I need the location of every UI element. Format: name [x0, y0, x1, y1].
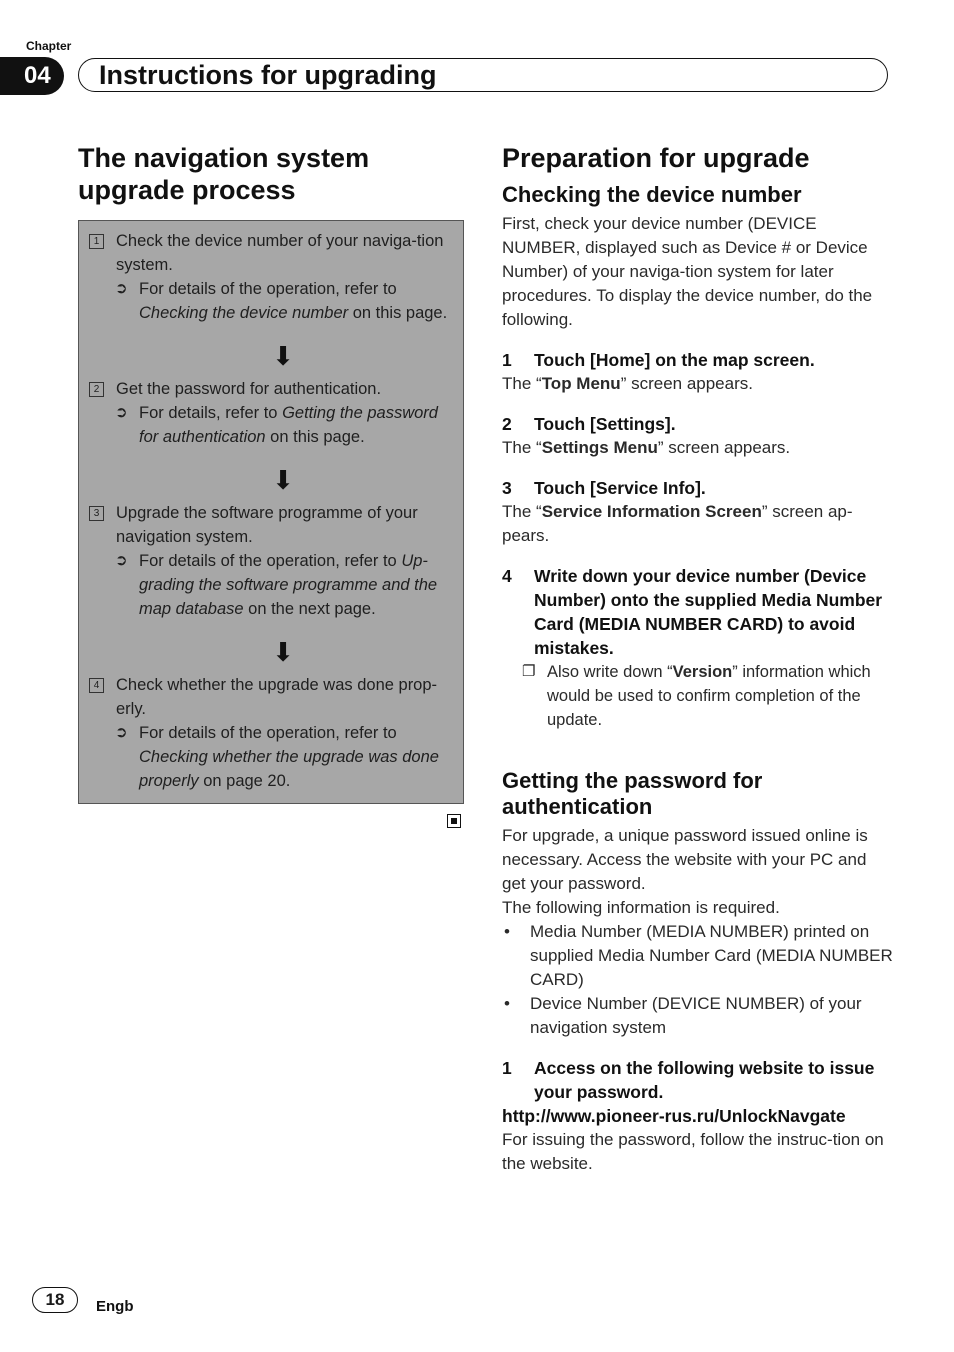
step-text: Check whether the upgrade was done prop-erly.: [116, 676, 438, 718]
step-title: Write down your device number (Device Number) onto the supplied Media Number Card (MEDIA NUMBER CARD) to avoid mistakes.: [534, 566, 883, 658]
bullet-item: [502, 920, 894, 992]
note-prefix: Also write down “: [547, 663, 673, 681]
process-step-1: [87, 229, 455, 277]
preparation-title: Preparation for upgrade: [502, 143, 810, 173]
device-step-3: [502, 476, 894, 548]
step-number: 1: [502, 1058, 512, 1078]
step-title: Access on the following website to issue your password.: [534, 1058, 875, 1102]
device-step-1: [502, 348, 894, 396]
chapter-title-box: [78, 58, 888, 92]
section-end-icon: [447, 814, 461, 828]
unlock-url: http://www.pioneer-rus.ru/UnlockNavgate: [502, 1106, 846, 1126]
step-text: Upgrade the software programme of your navigation system.: [116, 504, 418, 546]
bullet-item: [502, 992, 894, 1040]
step-number: 2: [502, 414, 512, 434]
step-reference: [115, 549, 455, 621]
password-heading: Getting the password for authentication: [502, 768, 763, 819]
step-title: Touch [Settings].: [534, 414, 676, 434]
reference-arrow-icon: ➲: [115, 404, 128, 421]
page-number: 18: [32, 1287, 78, 1313]
checking-device-heading: Checking the device number: [502, 182, 802, 207]
reference-arrow-icon: ➲: [115, 280, 128, 297]
process-step-4: [87, 673, 455, 721]
reference-prefix: For details, refer to: [139, 404, 283, 422]
page-language: Engb: [96, 1298, 134, 1315]
version-note: [522, 660, 894, 732]
step-desc-suffix: ” screen ap-pears.: [502, 502, 853, 545]
checking-device-intro: First, check your device number (DEVICE NUMBER, displayed such as Device # or Device Number) of your naviga-tion system for later procedures. To display the device number, do the following.: [502, 214, 873, 329]
step-title: Touch [Home] on the map screen.: [534, 350, 815, 370]
reference-prefix: For details of the operation, refer to: [139, 724, 397, 742]
step-desc-suffix: ” screen appears.: [657, 438, 791, 457]
step-desc-prefix: The “: [502, 502, 542, 521]
flow-down-arrow-icon: ⬇: [272, 637, 294, 667]
reference-suffix: on this page.: [348, 304, 448, 322]
reference-link: Checking the device number: [139, 304, 349, 322]
reference-link: Getting the password for authentication: [139, 404, 438, 446]
screen-name: Settings Menu: [541, 438, 658, 457]
reference-arrow-icon: ➲: [115, 724, 128, 741]
flow-down-arrow-icon: ⬇: [272, 341, 294, 371]
note-suffix: ” information which would be used to confirm completion of the update.: [547, 663, 871, 729]
right-column: [502, 142, 894, 1176]
step-title: Touch [Service Info].: [534, 478, 706, 498]
reference-link: Checking whether the upgrade was done properly: [139, 748, 439, 790]
password-step-1: [502, 1056, 894, 1176]
bullet-text: Media Number (MEDIA NUMBER) printed on supplied Media Number Card (MEDIA NUMBER CARD): [530, 922, 893, 989]
screen-name: Top Menu: [541, 374, 621, 393]
step-text: Get the password for authentication.: [116, 380, 382, 398]
device-step-2: [502, 412, 894, 460]
step-text: Check the device number of your naviga-tion system.: [116, 232, 444, 274]
step-number-box: 2: [89, 382, 104, 397]
process-title: The navigation system upgrade process: [78, 143, 370, 205]
step-desc-suffix: ” screen appears.: [620, 374, 753, 393]
required-info-text: The following information is required.: [502, 898, 780, 917]
reference-suffix: on the next page.: [243, 600, 376, 618]
process-step-3: [87, 501, 455, 549]
bullet-icon: •: [504, 994, 510, 1013]
reference-suffix: on page 20.: [198, 772, 291, 790]
step-reference: [115, 277, 455, 325]
reference-link: Up-grading the software programme and the map database: [139, 552, 438, 618]
note-box-icon: ❐: [522, 663, 536, 680]
password-step-desc: For issuing the password, follow the instruc-tion on the website.: [502, 1130, 884, 1173]
flow-down-arrow-icon: ⬇: [272, 465, 294, 495]
step-number-box: 1: [89, 234, 104, 249]
left-column: [78, 142, 464, 828]
device-step-4: [502, 564, 894, 732]
password-intro: For upgrade, a unique password issued online is necessary. Access the website with your PC and get your password.: [502, 826, 868, 893]
step-number-box: 3: [89, 506, 104, 521]
step-desc-prefix: The “: [502, 438, 542, 457]
step-reference: [115, 721, 455, 793]
chapter-title: Instructions for upgrading: [99, 60, 437, 90]
reference-prefix: For details of the operation, refer to: [139, 280, 397, 298]
step-desc-prefix: The “: [502, 374, 542, 393]
screen-name: Service Information Screen: [541, 502, 762, 521]
step-number: 1: [502, 350, 512, 370]
version-label: Version: [672, 663, 733, 681]
step-number-box: 4: [89, 678, 104, 693]
bullet-text: Device Number (DEVICE NUMBER) of your navigation system: [530, 994, 862, 1037]
bullet-icon: •: [504, 922, 510, 941]
chapter-number-badge: 04: [0, 57, 64, 95]
chapter-label: Chapter: [26, 39, 72, 53]
step-number: 4: [502, 566, 512, 586]
step-reference: [115, 401, 455, 449]
step-number: 3: [502, 478, 512, 498]
reference-prefix: For details of the operation, refer to: [139, 552, 402, 570]
process-step-2: [87, 377, 455, 401]
reference-suffix: on this page.: [265, 428, 365, 446]
process-flow-box: [78, 220, 464, 804]
reference-arrow-icon: ➲: [115, 552, 128, 569]
